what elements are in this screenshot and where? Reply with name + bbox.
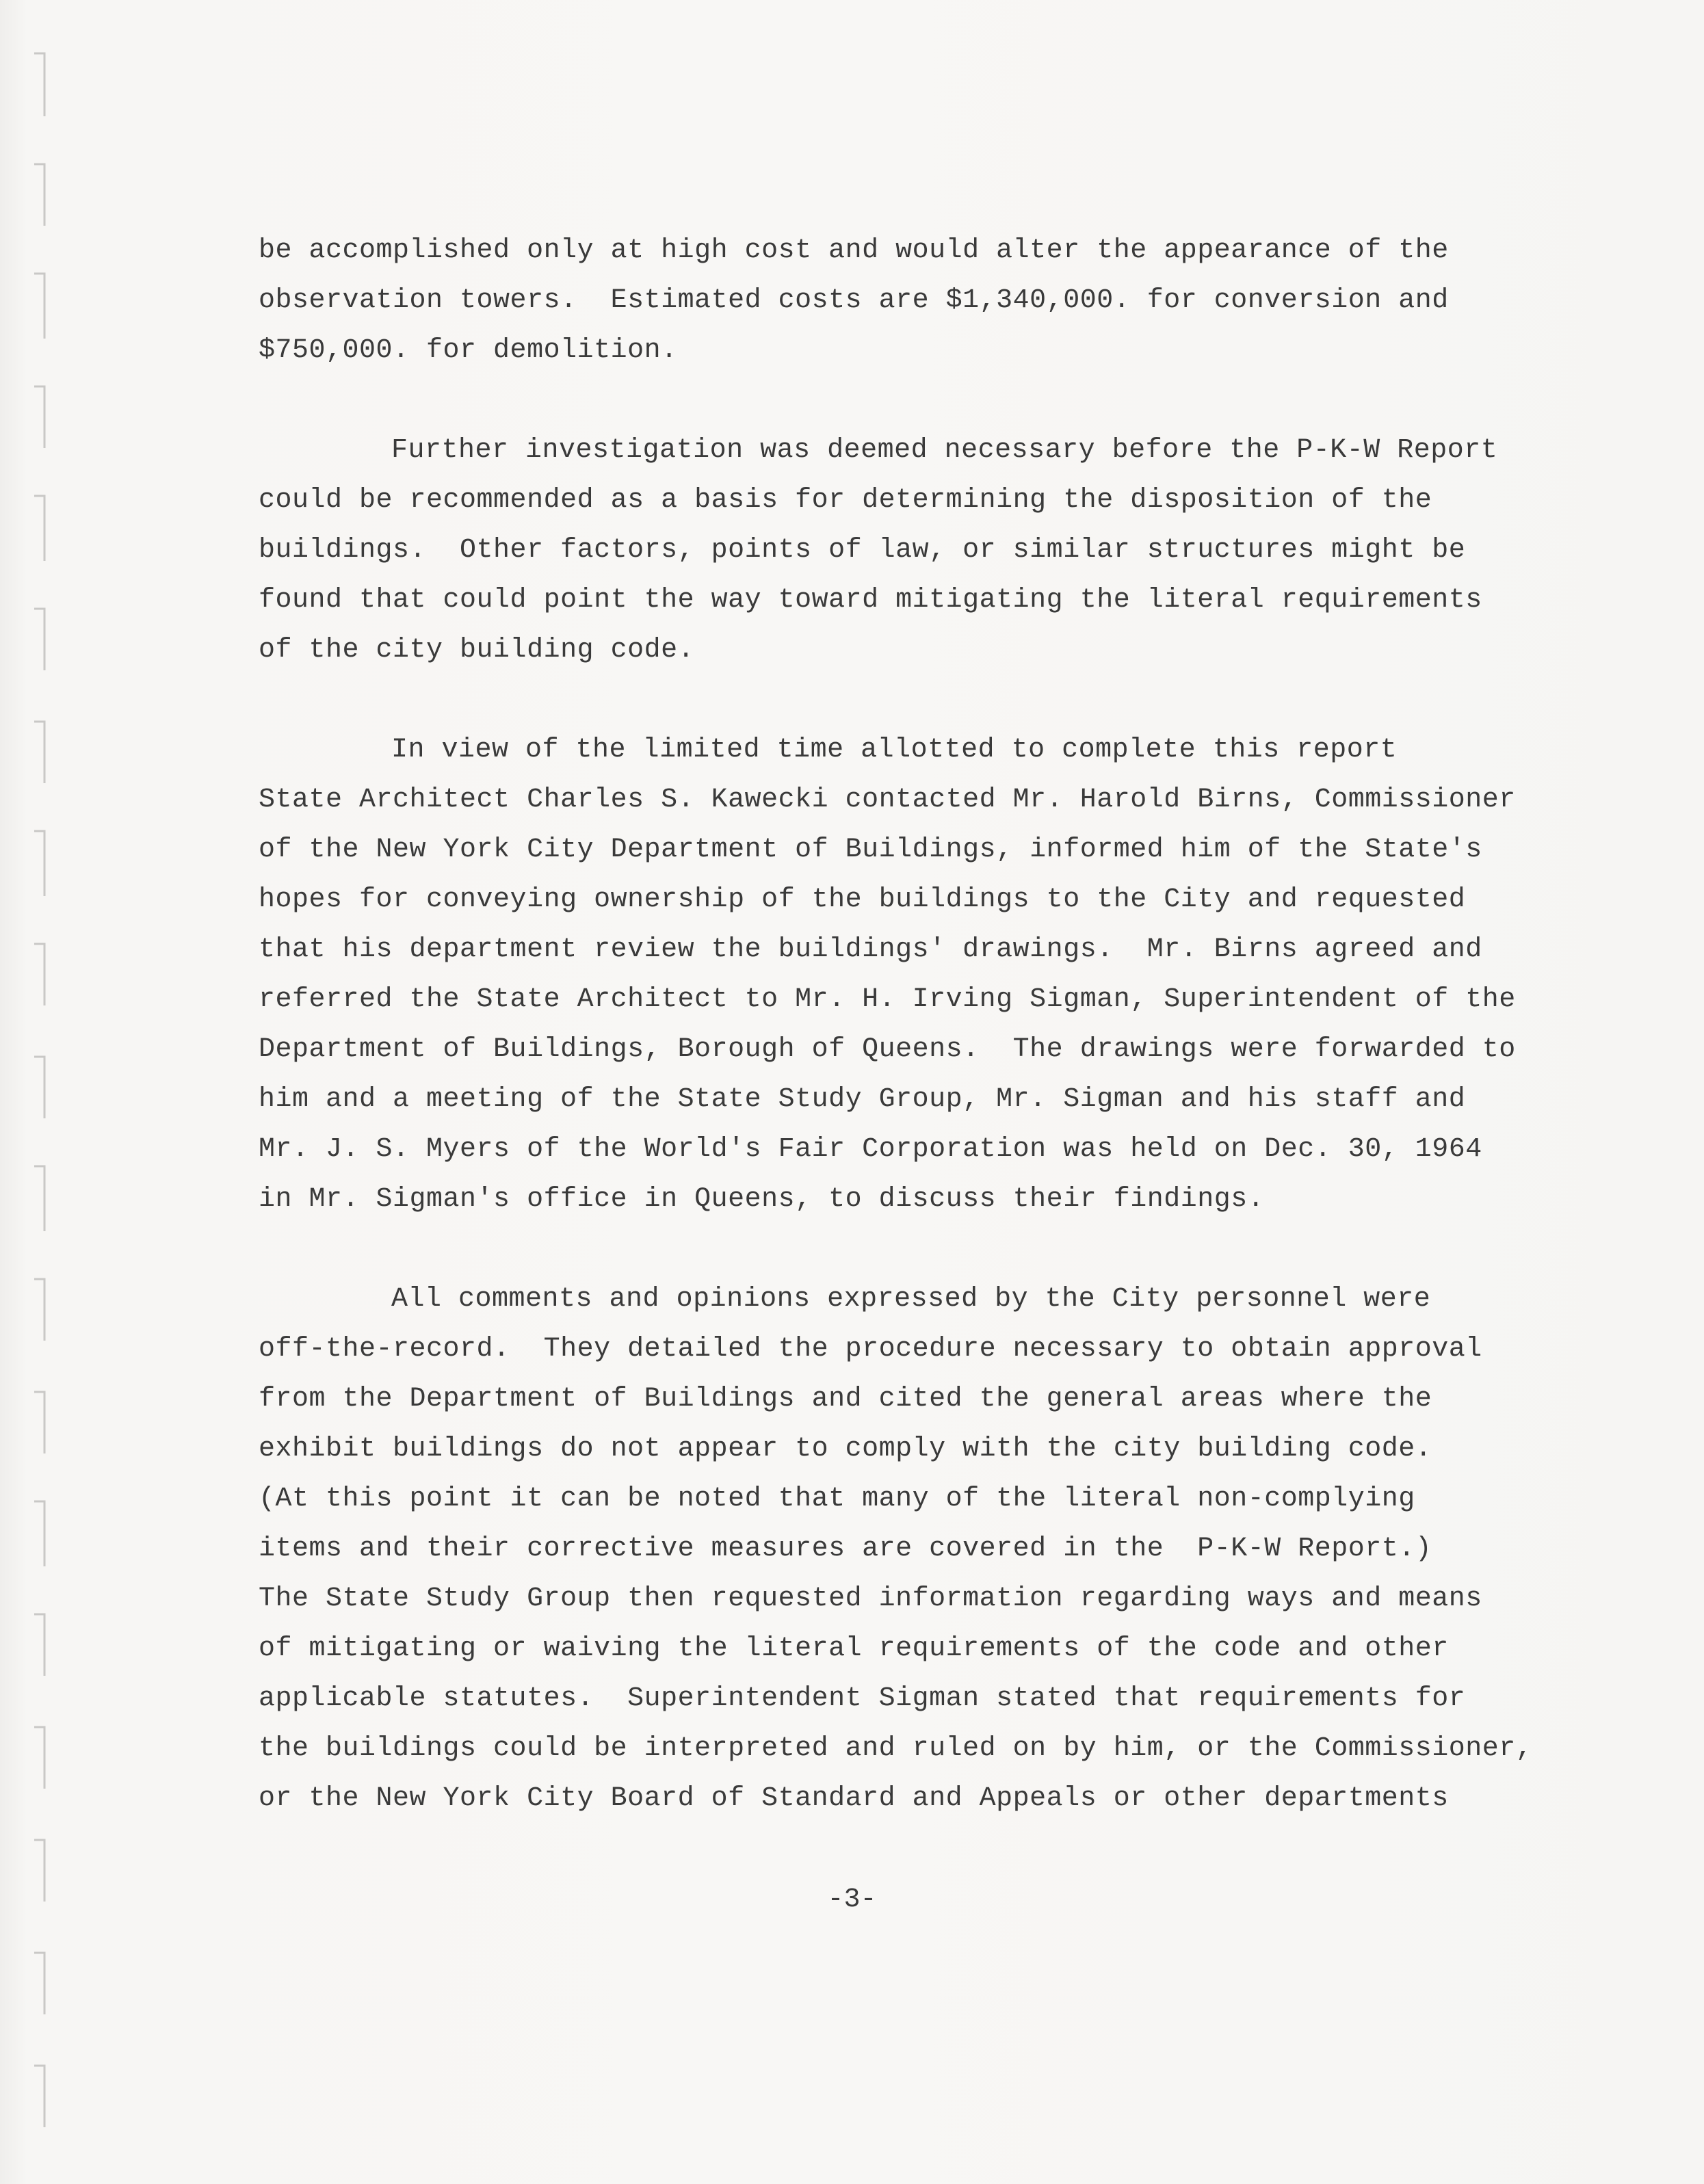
text-line: buildings. Other factors, points of law, or similar structures might be [259, 535, 1466, 566]
binding-hole-marks [0, 0, 75, 2184]
text-line: of the city building code. [259, 635, 695, 666]
text-line: in Mr. Sigman's office in Queens, to discuss their findings. [259, 1184, 1265, 1215]
text-line: $750,000. for demolition. [259, 335, 678, 366]
text-line: the buildings could be interpreted and ruled on by him, or the Commissioner, [259, 1733, 1533, 1764]
page-number: -3- [827, 1884, 877, 1915]
text-line: In view of the limited time allotted to complete this report [391, 735, 1398, 765]
paragraph-4 [259, 1274, 1558, 1824]
text-line: could be recommended as a basis for determining the disposition of the [259, 485, 1432, 516]
text-line: of the New York City Department of Buildings, informed him of the State's [259, 834, 1482, 865]
text-line: (At this point it can be noted that many of the literal non-complying [259, 1484, 1415, 1514]
text-line: or the New York City Board of Standard and Appeals or other departments [259, 1783, 1449, 1814]
text-line: observation towers. Estimated costs are $1,340,000. for conversion and [259, 285, 1449, 316]
paragraph-3 [259, 725, 1558, 1224]
text-line: Department of Buildings, Borough of Queens. The drawings were forwarded to [259, 1034, 1516, 1065]
text-line: from the Department of Buildings and cited the general areas where the [259, 1384, 1432, 1415]
text-line: found that could point the way toward mitigating the literal requirements [259, 585, 1482, 616]
text-line: items and their corrective measures are covered in the P-K-W Report.) [259, 1534, 1432, 1564]
text-line: referred the State Architect to Mr. H. Irving Sigman, Superintendent of the [259, 984, 1516, 1015]
text-line: off-the-record. They detailed the procedure necessary to obtain approval [259, 1334, 1482, 1365]
text-line: hopes for conveying ownership of the buildings to the City and requested [259, 884, 1466, 915]
text-line: applicable statutes. Superintendent Sigman stated that requirements for [259, 1683, 1466, 1714]
paragraph-1 [259, 226, 1558, 376]
text-line: State Architect Charles S. Kawecki contacted Mr. Harold Birns, Commissioner [259, 785, 1516, 815]
text-line: him and a meeting of the State Study Group, Mr. Sigman and his staff and [259, 1084, 1466, 1115]
body-text [259, 226, 1558, 1873]
text-line: Further investigation was deemed necessary before the P-K-W Report [391, 435, 1498, 466]
text-line: be accomplished only at high cost and would alter the appearance of the [259, 235, 1449, 266]
text-line: Mr. J. S. Myers of the World's Fair Corporation was held on Dec. 30, 1964 [259, 1134, 1482, 1165]
text-line: The State Study Group then requested information regarding ways and means [259, 1583, 1482, 1614]
text-line: exhibit buildings do not appear to comply with the city building code. [259, 1434, 1432, 1464]
paragraph-2 [259, 425, 1558, 675]
text-line: of mitigating or waiving the literal requirements of the code and other [259, 1633, 1449, 1664]
text-line: that his department review the buildings' drawings. Mr. Birns agreed and [259, 934, 1482, 965]
text-line: All comments and opinions expressed by the City personnel were [391, 1284, 1431, 1315]
